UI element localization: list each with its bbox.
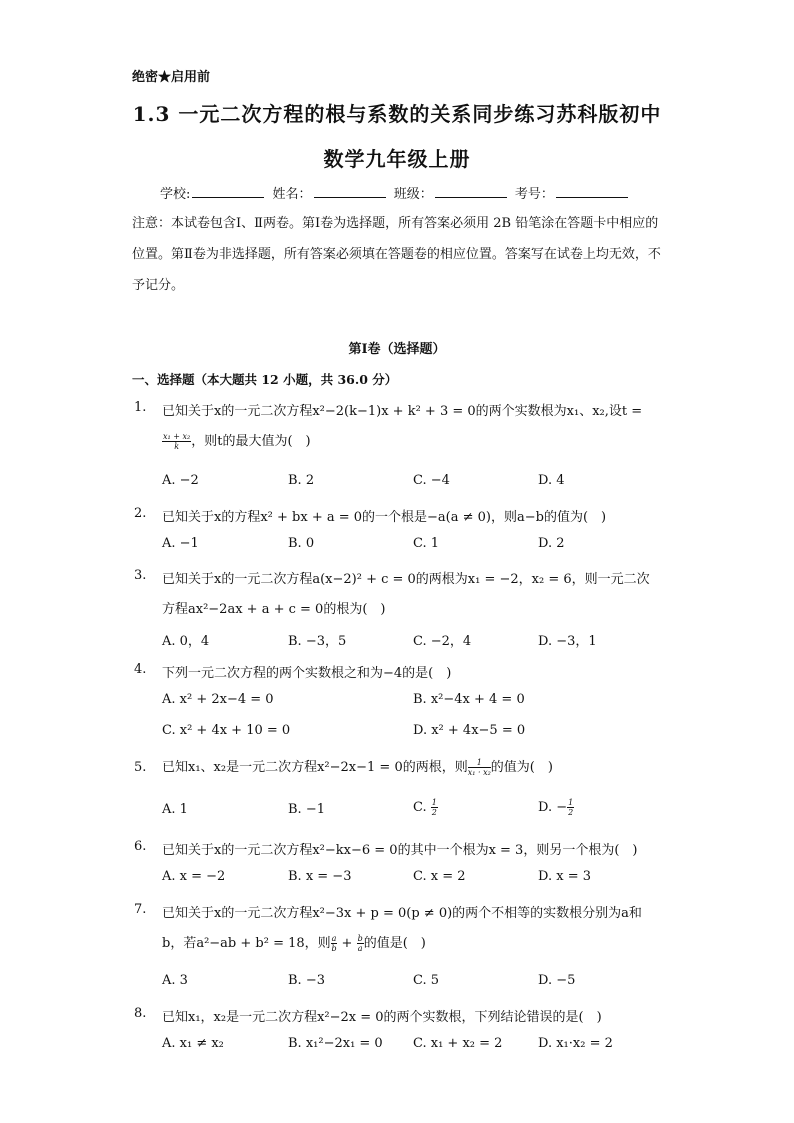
option-c[interactable]: C. 5 bbox=[413, 973, 440, 988]
section-title: 第Ⅰ卷（选择题） bbox=[348, 342, 446, 357]
question-text: 已知关于x的一元二次方程x²−3x + p = 0(p ≠ 0)的两个不相等的实数根分别为a和 bbox=[162, 906, 642, 921]
option-a[interactable]: A. −1 bbox=[162, 536, 199, 551]
exam-no-label: 考号： bbox=[514, 187, 554, 202]
question-text: 已知x₁，x₂是一元二次方程x²−2x = 0的两个实数根，下列结论错误的是( ) bbox=[162, 1010, 602, 1025]
fraction: $\frac{\text{x₁ + x₂}}{k}$ bbox=[163, 432, 191, 451]
question-text: 已知关于x的方程x² + bx + a = 0的一个根是−a(a ≠ 0)，则a−b的值为( ) bbox=[162, 510, 607, 525]
part-title: 一、选择题（本大题共 12 小题，共 36.0 分） bbox=[132, 372, 398, 387]
question-number: 3. bbox=[134, 568, 147, 583]
option-a[interactable]: A. x² + 2x−4 = 0 bbox=[162, 692, 274, 707]
option-b[interactable]: B. x²−4x + 4 = 0 bbox=[413, 692, 525, 707]
question-text: 已知关于x的一元二次方程x²−2(k−1)x + k² + 3 = 0的两个实数根为x₁、x₂,设t = bbox=[162, 404, 643, 419]
fraction: $\frac{1}{2}$ bbox=[431, 798, 437, 817]
exam-no-blank[interactable] bbox=[556, 185, 628, 198]
fraction: $\frac{a}{b}$ bbox=[331, 934, 337, 953]
question-number: 8. bbox=[134, 1006, 147, 1021]
doc-title-line2: 数学九年级上册 bbox=[323, 147, 471, 171]
fraction: $\frac{b}{a}$ bbox=[357, 934, 363, 953]
question-number: 5. bbox=[134, 760, 147, 775]
question-number: 6. bbox=[134, 839, 147, 854]
option-b[interactable]: B. 0 bbox=[288, 536, 315, 551]
option-b[interactable]: B. 2 bbox=[288, 473, 315, 488]
option-d[interactable]: D. 4 bbox=[538, 473, 565, 488]
question-text-line2: b，若a²−ab + b² = 18，则 $\frac{a}{b}$ + $\frac{b}{a}$ 的值是( ) bbox=[162, 934, 426, 953]
class-blank[interactable] bbox=[435, 185, 507, 198]
class-label: 班级： bbox=[393, 187, 433, 202]
student-info-line bbox=[160, 183, 632, 202]
option-c[interactable]: C. x² + 4x + 10 = 0 bbox=[162, 723, 291, 738]
option-c[interactable]: C. −2，4 bbox=[413, 634, 472, 649]
option-d[interactable]: D. x² + 4x−5 = 0 bbox=[413, 723, 526, 738]
option-d[interactable]: D. 2 bbox=[538, 536, 565, 551]
exam-notice: 注意：本试卷包含Ⅰ、Ⅱ两卷。第Ⅰ卷为选择题，所有答案必须用 2B 铅笔涂在答题卡中相应的位置。第Ⅱ卷为非选择题，所有答案必须填在答题卷的相应位置。答案写在试卷上均无效，不予记分。 bbox=[132, 216, 661, 293]
option-a[interactable]: A. 3 bbox=[162, 973, 188, 988]
option-a[interactable]: A. 1 bbox=[162, 802, 188, 817]
question-number: 7. bbox=[134, 902, 147, 917]
name-blank[interactable] bbox=[314, 185, 386, 198]
doc-title-line1: 1.3 一元二次方程的根与系数的关系同步练习苏科版初中 bbox=[132, 102, 662, 126]
question-text: 已知关于x的一元二次方程x²−kx−6 = 0的其中一个根为x = 3，则另一个根为( ) bbox=[162, 843, 638, 858]
option-b[interactable]: B. x = −3 bbox=[288, 869, 352, 884]
question-number: 2. bbox=[134, 506, 147, 521]
fraction: $\frac{1}{2}$ bbox=[568, 798, 574, 817]
question-text-line2: $\frac{\text{x₁ + x₂}}{k}$ ，则t的最大值为( ) bbox=[163, 432, 311, 451]
option-c[interactable]: C. −4 bbox=[413, 473, 450, 488]
option-d[interactable]: D. x₁·x₂ = 2 bbox=[538, 1036, 613, 1051]
option-a[interactable]: A. x₁ ≠ x₂ bbox=[162, 1036, 224, 1051]
confidential-mark: 绝密★启用前 bbox=[132, 70, 211, 85]
option-d[interactable]: D. −5 bbox=[538, 973, 576, 988]
question-text: 下列一元二次方程的两个实数根之和为−4的是( ) bbox=[162, 666, 452, 681]
name-label: 姓名： bbox=[272, 187, 312, 202]
fraction: $\frac{1}{\text{x₁ · x₂}}$ bbox=[467, 758, 491, 777]
question-number: 4. bbox=[134, 662, 147, 677]
option-a[interactable]: A. 0，4 bbox=[162, 634, 210, 649]
option-a[interactable]: A. −2 bbox=[162, 473, 199, 488]
option-d[interactable]: D. − $\frac{1}{2}$ bbox=[538, 798, 574, 817]
question-text: 已知关于x的一元二次方程a(x−2)² + c = 0的两根为x₁ = −2，x₂ = 6，则一元二次 bbox=[162, 572, 650, 587]
option-c[interactable]: C. x = 2 bbox=[413, 869, 466, 884]
option-c[interactable]: C. 1 bbox=[413, 536, 440, 551]
option-a[interactable]: A. x = −2 bbox=[162, 869, 226, 884]
option-c[interactable]: C. x₁ + x₂ = 2 bbox=[413, 1036, 503, 1051]
option-d[interactable]: D. −3，1 bbox=[538, 634, 597, 649]
question-text: 已知x₁、x₂是一元二次方程x²−2x−1 = 0的两根，则 $\frac{1}{\text{x₁ · x₂}}$ 的值为( ) bbox=[162, 758, 553, 777]
option-d[interactable]: D. x = 3 bbox=[538, 869, 591, 884]
school-label: 学校: bbox=[160, 187, 191, 202]
option-b[interactable]: B. −1 bbox=[288, 802, 325, 817]
option-b[interactable]: B. x₁²−2x₁ = 0 bbox=[288, 1036, 383, 1051]
school-blank[interactable] bbox=[192, 185, 264, 198]
option-c[interactable]: C. $\frac{1}{2}$ bbox=[413, 798, 437, 817]
question-number: 1. bbox=[134, 400, 147, 415]
question-text-line2: 方程ax²−2ax + a + c = 0的根为( ) bbox=[162, 602, 386, 617]
option-b[interactable]: B. −3 bbox=[288, 973, 325, 988]
option-b[interactable]: B. −3，5 bbox=[288, 634, 347, 649]
